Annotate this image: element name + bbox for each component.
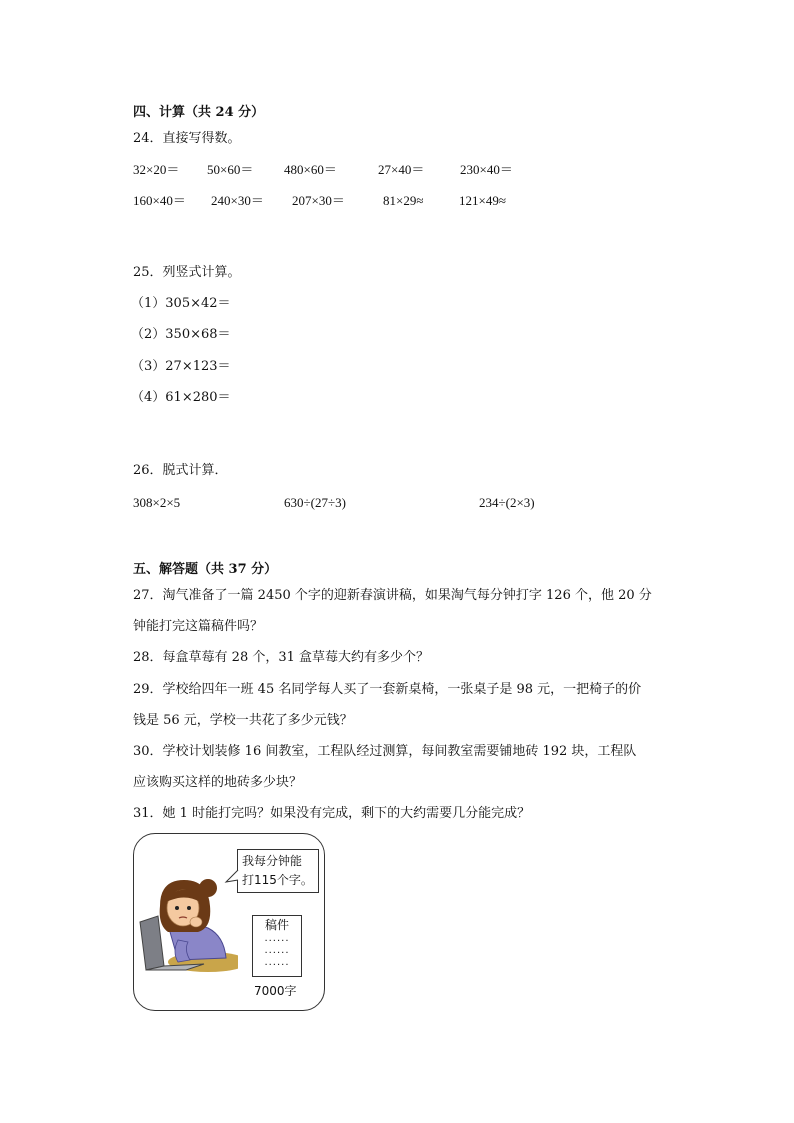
q25-item: （1）305×42＝ xyxy=(131,296,231,311)
speech-line-2: 打115个字。 xyxy=(242,873,313,887)
section-5-heading: 五、解答题（共 37 分） xyxy=(133,562,278,577)
q24-item: 207×30＝ xyxy=(292,193,345,208)
right-eye-shape xyxy=(187,906,191,910)
q24-title: 24．直接写得数。 xyxy=(133,131,241,146)
q29-line-1: 29．学校给四年一班 45 名同学每人买了一套新桌椅，一张桌子是 98 元，一把椅子的价 xyxy=(133,682,642,697)
section-4-heading: 四、计算（共 24 分） xyxy=(133,105,265,120)
q26-item: 308×2×5 xyxy=(133,495,181,510)
q30-line-1: 30．学校计划装修 16 间教室，工程队经过测算，每间教室需要铺地砖 192 块，工程队 xyxy=(133,744,637,759)
speech-line-1: 我每分钟能 xyxy=(242,854,303,868)
q24-item: 230×40＝ xyxy=(460,162,513,177)
q26-item: 630÷(27÷3) xyxy=(284,495,346,510)
hair-bun-shape xyxy=(199,879,217,897)
q24-item: 240×30＝ xyxy=(211,193,264,208)
q27-line-1: 27．淘气准备了一篇 2450 个字的迎新春演讲稿，如果淘气每分钟打字 126 个，他 20 分 xyxy=(133,588,652,603)
q29-line-2: 钱是 56 元，学校一共花了多少元钱？ xyxy=(133,713,353,728)
q24-item: 50×60＝ xyxy=(207,162,254,177)
q24-item: 27×40＝ xyxy=(378,162,425,177)
q25-title: 25．列竖式计算。 xyxy=(133,265,241,280)
q24-item: 32×20＝ xyxy=(133,162,180,177)
q25-item: （2）350×68＝ xyxy=(131,327,231,342)
laptop-screen-shape xyxy=(140,916,164,970)
q25-item: （4）61×280＝ xyxy=(131,390,231,405)
left-eye-shape xyxy=(175,906,179,910)
manuscript-card xyxy=(252,915,302,977)
speech-bubble-tail xyxy=(224,868,240,886)
word-count: 7000字 xyxy=(254,984,297,998)
q30-line-2: 应该购买这样的地砖多少块？ xyxy=(133,775,303,790)
q24-item: 121×49≈ xyxy=(459,193,506,208)
q24-item: 480×60＝ xyxy=(284,162,337,177)
manuscript-label: 稿件 xyxy=(264,918,289,932)
q27-line-2: 钟能打完这篇稿件吗？ xyxy=(133,619,264,634)
q24-item: 160×40＝ xyxy=(133,193,186,208)
q28: 28．每盒草莓有 28 个，31 盒草莓大约有多少个？ xyxy=(133,650,430,665)
hand-shape xyxy=(190,917,202,927)
q26-item: 234÷(2×3) xyxy=(479,495,535,510)
speech-bubble xyxy=(237,849,319,893)
girl-typing-illustration xyxy=(138,870,238,975)
q24-item: 81×29≈ xyxy=(383,193,424,208)
manuscript-dots: ······ ······ ······ xyxy=(264,936,290,971)
q25-item: （3）27×123＝ xyxy=(131,359,231,374)
q31: 31．她 1 时能打完吗？如果没有完成，剩下的大约需要几分能完成？ xyxy=(133,806,531,821)
q26-title: 26．脱式计算． xyxy=(133,463,228,478)
